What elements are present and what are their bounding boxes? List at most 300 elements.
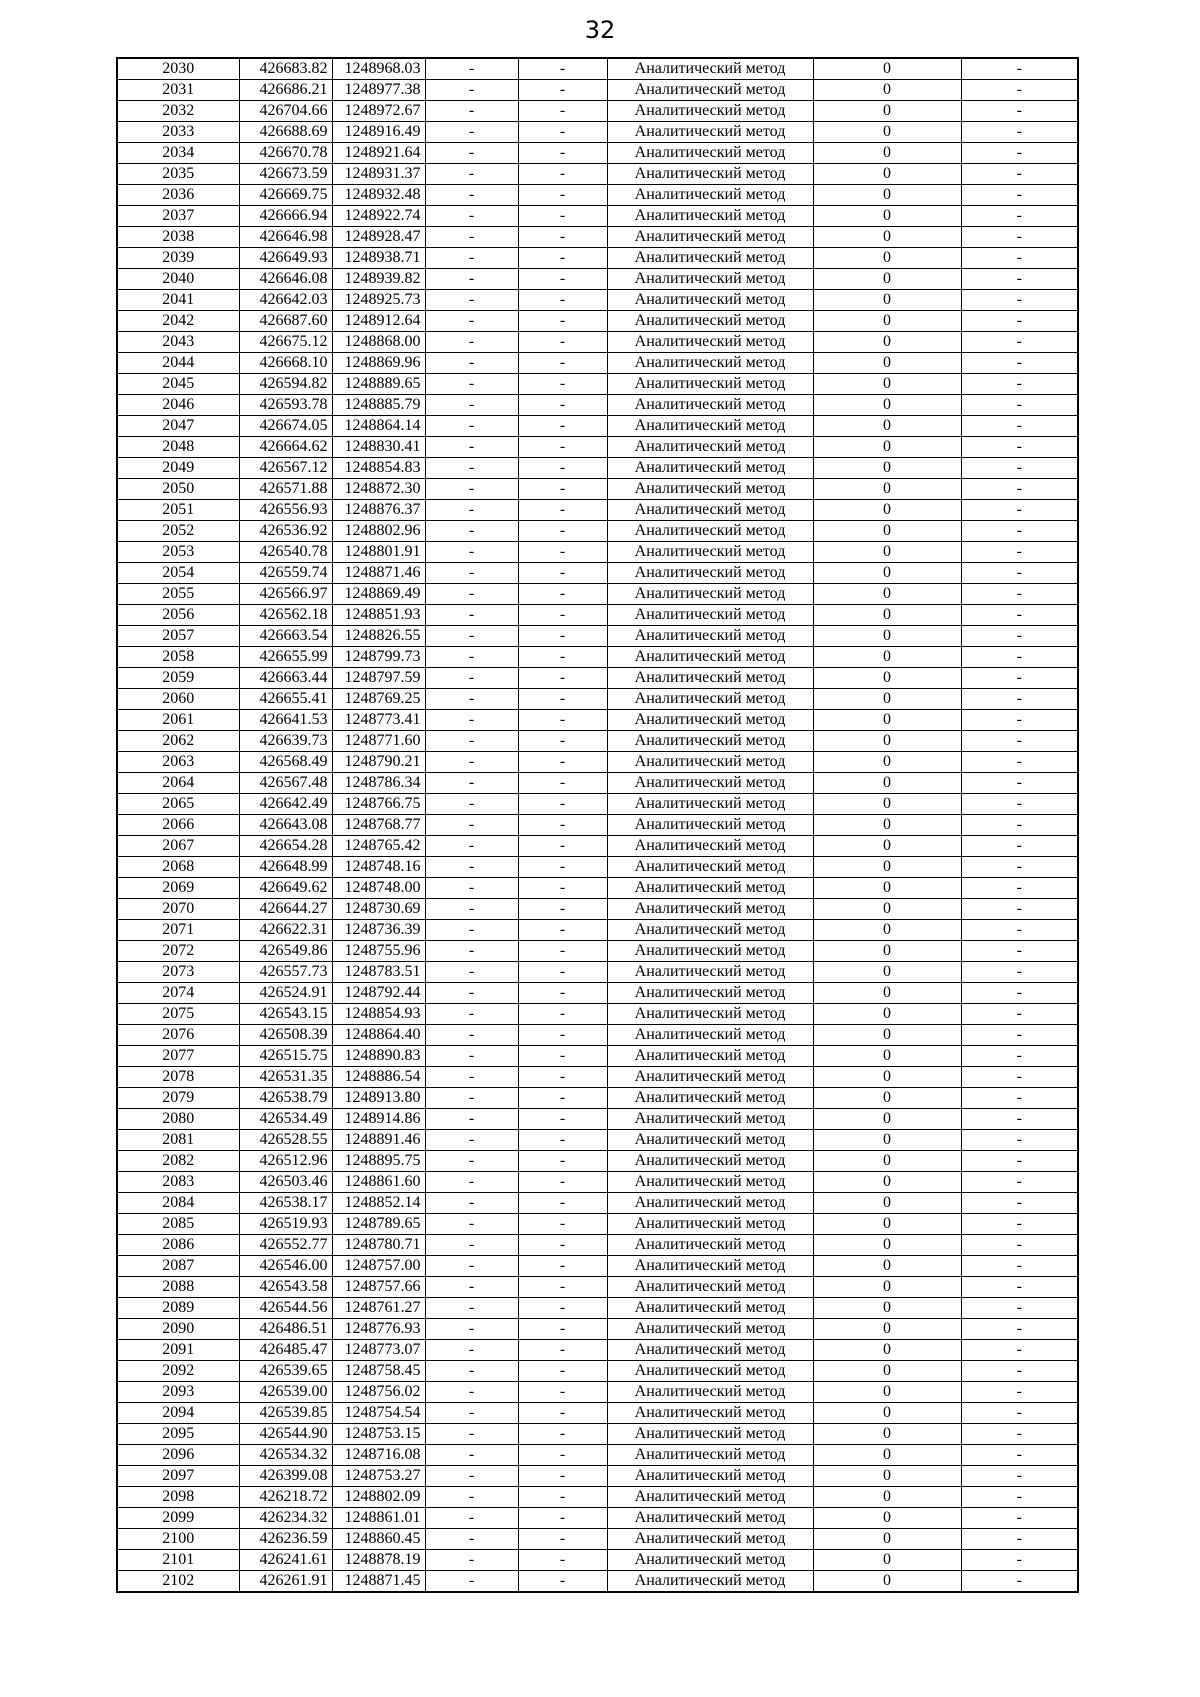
method-cell: Аналитический метод xyxy=(607,1529,813,1550)
accuracy-cell: 0 xyxy=(813,101,961,122)
page-number: 32 xyxy=(584,16,616,44)
point-number-cell: 2060 xyxy=(117,689,239,710)
accuracy-cell: 0 xyxy=(813,164,961,185)
point-number-cell: 2057 xyxy=(117,626,239,647)
table-row xyxy=(117,1214,1078,1235)
y-coordinate-cell: 1248786.34 xyxy=(332,773,425,794)
x-coordinate-cell: 426485.47 xyxy=(239,1340,332,1361)
dash-cell: - xyxy=(425,101,518,122)
dash-cell: - xyxy=(518,1382,607,1403)
x-coordinate-cell: 426562.18 xyxy=(239,605,332,626)
y-coordinate-cell: 1248861.01 xyxy=(332,1508,425,1529)
dash-cell: - xyxy=(518,1256,607,1277)
dash-cell: - xyxy=(961,668,1078,689)
dash-cell: - xyxy=(425,1319,518,1340)
accuracy-cell: 0 xyxy=(813,248,961,269)
point-number-cell: 2055 xyxy=(117,584,239,605)
dash-cell: - xyxy=(425,962,518,983)
y-coordinate-cell: 1248765.42 xyxy=(332,836,425,857)
dash-cell: - xyxy=(518,1340,607,1361)
dash-cell: - xyxy=(961,584,1078,605)
x-coordinate-cell: 426648.99 xyxy=(239,857,332,878)
dash-cell: - xyxy=(961,332,1078,353)
dash-cell: - xyxy=(518,668,607,689)
point-number-cell: 2033 xyxy=(117,122,239,143)
dash-cell: - xyxy=(961,479,1078,500)
accuracy-cell: 0 xyxy=(813,1214,961,1235)
dash-cell: - xyxy=(425,185,518,206)
accuracy-cell: 0 xyxy=(813,1550,961,1571)
dash-cell: - xyxy=(425,1340,518,1361)
dash-cell: - xyxy=(518,1445,607,1466)
point-number-cell: 2031 xyxy=(117,80,239,101)
x-coordinate-cell: 426234.32 xyxy=(239,1508,332,1529)
method-cell: Аналитический метод xyxy=(607,500,813,521)
method-cell: Аналитический метод xyxy=(607,899,813,920)
accuracy-cell: 0 xyxy=(813,605,961,626)
dash-cell: - xyxy=(961,1046,1078,1067)
accuracy-cell: 0 xyxy=(813,1046,961,1067)
table-row xyxy=(117,773,1078,794)
dash-cell: - xyxy=(518,857,607,878)
dash-cell: - xyxy=(961,1361,1078,1382)
table-row xyxy=(117,185,1078,206)
method-cell: Аналитический метод xyxy=(607,416,813,437)
point-number-cell: 2093 xyxy=(117,1382,239,1403)
table-row xyxy=(117,605,1078,626)
table-row xyxy=(117,899,1078,920)
accuracy-cell: 0 xyxy=(813,941,961,962)
table-row xyxy=(117,752,1078,773)
table-row xyxy=(117,836,1078,857)
dash-cell: - xyxy=(518,1025,607,1046)
dash-cell: - xyxy=(518,1151,607,1172)
x-coordinate-cell: 426644.27 xyxy=(239,899,332,920)
y-coordinate-cell: 1248872.30 xyxy=(332,479,425,500)
method-cell: Аналитический метод xyxy=(607,1277,813,1298)
point-number-cell: 2084 xyxy=(117,1193,239,1214)
x-coordinate-cell: 426539.85 xyxy=(239,1403,332,1424)
dash-cell: - xyxy=(425,1424,518,1445)
accuracy-cell: 0 xyxy=(813,437,961,458)
y-coordinate-cell: 1248761.27 xyxy=(332,1298,425,1319)
accuracy-cell: 0 xyxy=(813,857,961,878)
accuracy-cell: 0 xyxy=(813,1508,961,1529)
y-coordinate-cell: 1248912.64 xyxy=(332,311,425,332)
point-number-cell: 2038 xyxy=(117,227,239,248)
table-row xyxy=(117,1571,1078,1593)
x-coordinate-cell: 426536.92 xyxy=(239,521,332,542)
point-number-cell: 2095 xyxy=(117,1424,239,1445)
dash-cell: - xyxy=(518,332,607,353)
x-coordinate-cell: 426688.69 xyxy=(239,122,332,143)
dash-cell: - xyxy=(961,1235,1078,1256)
method-cell: Аналитический метод xyxy=(607,227,813,248)
table-row xyxy=(117,353,1078,374)
method-cell: Аналитический метод xyxy=(607,521,813,542)
table-row xyxy=(117,122,1078,143)
table-row xyxy=(117,1340,1078,1361)
accuracy-cell: 0 xyxy=(813,143,961,164)
dash-cell: - xyxy=(425,437,518,458)
dash-cell: - xyxy=(518,1109,607,1130)
accuracy-cell: 0 xyxy=(813,500,961,521)
dash-cell: - xyxy=(425,878,518,899)
point-number-cell: 2074 xyxy=(117,983,239,1004)
y-coordinate-cell: 1248972.67 xyxy=(332,101,425,122)
x-coordinate-cell: 426538.17 xyxy=(239,1193,332,1214)
point-number-cell: 2036 xyxy=(117,185,239,206)
dash-cell: - xyxy=(961,710,1078,731)
dash-cell: - xyxy=(518,248,607,269)
table-row xyxy=(117,1172,1078,1193)
point-number-cell: 2063 xyxy=(117,752,239,773)
dash-cell: - xyxy=(425,353,518,374)
dash-cell: - xyxy=(961,983,1078,1004)
y-coordinate-cell: 1248801.91 xyxy=(332,542,425,563)
method-cell: Аналитический метод xyxy=(607,752,813,773)
dash-cell: - xyxy=(425,1382,518,1403)
dash-cell: - xyxy=(518,794,607,815)
x-coordinate-cell: 426663.54 xyxy=(239,626,332,647)
method-cell: Аналитический метод xyxy=(607,458,813,479)
accuracy-cell: 0 xyxy=(813,1424,961,1445)
method-cell: Аналитический метод xyxy=(607,248,813,269)
accuracy-cell: 0 xyxy=(813,920,961,941)
dash-cell: - xyxy=(518,58,607,80)
dash-cell: - xyxy=(518,1193,607,1214)
dash-cell: - xyxy=(961,647,1078,668)
x-coordinate-cell: 426641.53 xyxy=(239,710,332,731)
table-row xyxy=(117,269,1078,290)
dash-cell: - xyxy=(518,1487,607,1508)
y-coordinate-cell: 1248886.54 xyxy=(332,1067,425,1088)
method-cell: Аналитический метод xyxy=(607,836,813,857)
y-coordinate-cell: 1248891.46 xyxy=(332,1130,425,1151)
dash-cell: - xyxy=(518,269,607,290)
y-coordinate-cell: 1248754.54 xyxy=(332,1403,425,1424)
y-coordinate-cell: 1248854.93 xyxy=(332,1004,425,1025)
accuracy-cell: 0 xyxy=(813,311,961,332)
dash-cell: - xyxy=(961,1298,1078,1319)
dash-cell: - xyxy=(425,1088,518,1109)
point-number-cell: 2061 xyxy=(117,710,239,731)
method-cell: Аналитический метод xyxy=(607,1487,813,1508)
method-cell: Аналитический метод xyxy=(607,1172,813,1193)
x-coordinate-cell: 426544.90 xyxy=(239,1424,332,1445)
y-coordinate-cell: 1248802.09 xyxy=(332,1487,425,1508)
dash-cell: - xyxy=(961,1487,1078,1508)
dash-cell: - xyxy=(425,773,518,794)
y-coordinate-cell: 1248939.82 xyxy=(332,269,425,290)
dash-cell: - xyxy=(518,710,607,731)
dash-cell: - xyxy=(518,1214,607,1235)
dash-cell: - xyxy=(518,416,607,437)
dash-cell: - xyxy=(961,1088,1078,1109)
point-number-cell: 2070 xyxy=(117,899,239,920)
x-coordinate-cell: 426508.39 xyxy=(239,1025,332,1046)
point-number-cell: 2050 xyxy=(117,479,239,500)
dash-cell: - xyxy=(518,227,607,248)
method-cell: Аналитический метод xyxy=(607,332,813,353)
dash-cell: - xyxy=(425,143,518,164)
dash-cell: - xyxy=(518,983,607,1004)
table-row xyxy=(117,689,1078,710)
x-coordinate-cell: 426544.56 xyxy=(239,1298,332,1319)
dash-cell: - xyxy=(518,878,607,899)
x-coordinate-cell: 426503.46 xyxy=(239,1172,332,1193)
dash-cell: - xyxy=(961,269,1078,290)
dash-cell: - xyxy=(518,1403,607,1424)
point-number-cell: 2048 xyxy=(117,437,239,458)
dash-cell: - xyxy=(425,1025,518,1046)
x-coordinate-cell: 426534.49 xyxy=(239,1109,332,1130)
table-row xyxy=(117,1382,1078,1403)
table-row xyxy=(117,1256,1078,1277)
x-coordinate-cell: 426654.28 xyxy=(239,836,332,857)
table-row xyxy=(117,1004,1078,1025)
accuracy-cell: 0 xyxy=(813,395,961,416)
accuracy-cell: 0 xyxy=(813,752,961,773)
dash-cell: - xyxy=(961,437,1078,458)
method-cell: Аналитический метод xyxy=(607,1214,813,1235)
accuracy-cell: 0 xyxy=(813,1193,961,1214)
point-number-cell: 2076 xyxy=(117,1025,239,1046)
dash-cell: - xyxy=(425,815,518,836)
dash-cell: - xyxy=(425,1193,518,1214)
table-row xyxy=(117,542,1078,563)
dash-cell: - xyxy=(961,1424,1078,1445)
method-cell: Аналитический метод xyxy=(607,920,813,941)
dash-cell: - xyxy=(425,1067,518,1088)
dash-cell: - xyxy=(425,122,518,143)
dash-cell: - xyxy=(425,563,518,584)
y-coordinate-cell: 1248932.48 xyxy=(332,185,425,206)
table-row xyxy=(117,521,1078,542)
dash-cell: - xyxy=(518,815,607,836)
dash-cell: - xyxy=(961,80,1078,101)
point-number-cell: 2040 xyxy=(117,269,239,290)
table-row xyxy=(117,479,1078,500)
accuracy-cell: 0 xyxy=(813,374,961,395)
dash-cell: - xyxy=(425,647,518,668)
y-coordinate-cell: 1248931.37 xyxy=(332,164,425,185)
method-cell: Аналитический метод xyxy=(607,1067,813,1088)
dash-cell: - xyxy=(518,1466,607,1487)
table-row xyxy=(117,164,1078,185)
x-coordinate-cell: 426486.51 xyxy=(239,1319,332,1340)
point-number-cell: 2052 xyxy=(117,521,239,542)
dash-cell: - xyxy=(961,206,1078,227)
x-coordinate-cell: 426642.03 xyxy=(239,290,332,311)
method-cell: Аналитический метод xyxy=(607,80,813,101)
dash-cell: - xyxy=(961,1550,1078,1571)
dash-cell: - xyxy=(961,1193,1078,1214)
x-coordinate-cell: 426546.00 xyxy=(239,1256,332,1277)
dash-cell: - xyxy=(518,1571,607,1593)
dash-cell: - xyxy=(961,752,1078,773)
dash-cell: - xyxy=(425,794,518,815)
dash-cell: - xyxy=(425,605,518,626)
y-coordinate-cell: 1248868.00 xyxy=(332,332,425,353)
method-cell: Аналитический метод xyxy=(607,1256,813,1277)
dash-cell: - xyxy=(961,689,1078,710)
accuracy-cell: 0 xyxy=(813,878,961,899)
y-coordinate-cell: 1248783.51 xyxy=(332,962,425,983)
dash-cell: - xyxy=(425,1130,518,1151)
accuracy-cell: 0 xyxy=(813,1298,961,1319)
x-coordinate-cell: 426622.31 xyxy=(239,920,332,941)
x-coordinate-cell: 426655.99 xyxy=(239,647,332,668)
dash-cell: - xyxy=(425,857,518,878)
y-coordinate-cell: 1248780.71 xyxy=(332,1235,425,1256)
accuracy-cell: 0 xyxy=(813,185,961,206)
point-number-cell: 2100 xyxy=(117,1529,239,1550)
point-number-cell: 2082 xyxy=(117,1151,239,1172)
dash-cell: - xyxy=(425,584,518,605)
y-coordinate-cell: 1248790.21 xyxy=(332,752,425,773)
x-coordinate-cell: 426673.59 xyxy=(239,164,332,185)
dash-cell: - xyxy=(518,1424,607,1445)
point-number-cell: 2077 xyxy=(117,1046,239,1067)
point-number-cell: 2089 xyxy=(117,1298,239,1319)
point-number-cell: 2051 xyxy=(117,500,239,521)
method-cell: Аналитический метод xyxy=(607,1571,813,1593)
accuracy-cell: 0 xyxy=(813,1529,961,1550)
accuracy-cell: 0 xyxy=(813,1361,961,1382)
dash-cell: - xyxy=(425,1235,518,1256)
dash-cell: - xyxy=(425,899,518,920)
point-number-cell: 2069 xyxy=(117,878,239,899)
x-coordinate-cell: 426593.78 xyxy=(239,395,332,416)
dash-cell: - xyxy=(425,1256,518,1277)
table-row xyxy=(117,1067,1078,1088)
dash-cell: - xyxy=(425,836,518,857)
dash-cell: - xyxy=(961,878,1078,899)
dash-cell: - xyxy=(425,290,518,311)
dash-cell: - xyxy=(961,857,1078,878)
point-number-cell: 2083 xyxy=(117,1172,239,1193)
dash-cell: - xyxy=(961,164,1078,185)
table-row xyxy=(117,731,1078,752)
accuracy-cell: 0 xyxy=(813,689,961,710)
method-cell: Аналитический метод xyxy=(607,815,813,836)
dash-cell: - xyxy=(961,1403,1078,1424)
dash-cell: - xyxy=(425,1298,518,1319)
accuracy-cell: 0 xyxy=(813,563,961,584)
x-coordinate-cell: 426571.88 xyxy=(239,479,332,500)
point-number-cell: 2030 xyxy=(117,58,239,80)
method-cell: Аналитический метод xyxy=(607,143,813,164)
table-row xyxy=(117,647,1078,668)
dash-cell: - xyxy=(961,395,1078,416)
dash-cell: - xyxy=(425,1550,518,1571)
dash-cell: - xyxy=(961,542,1078,563)
dash-cell: - xyxy=(518,605,607,626)
x-coordinate-cell: 426261.91 xyxy=(239,1571,332,1593)
table-row xyxy=(117,58,1078,80)
dash-cell: - xyxy=(961,794,1078,815)
dash-cell: - xyxy=(518,80,607,101)
x-coordinate-cell: 426669.75 xyxy=(239,185,332,206)
point-number-cell: 2039 xyxy=(117,248,239,269)
accuracy-cell: 0 xyxy=(813,773,961,794)
accuracy-cell: 0 xyxy=(813,353,961,374)
dash-cell: - xyxy=(961,1256,1078,1277)
table-row xyxy=(117,395,1078,416)
dash-cell: - xyxy=(425,479,518,500)
dash-cell: - xyxy=(425,1403,518,1424)
dash-cell: - xyxy=(961,563,1078,584)
x-coordinate-cell: 426670.78 xyxy=(239,143,332,164)
dash-cell: - xyxy=(425,80,518,101)
method-cell: Аналитический метод xyxy=(607,185,813,206)
dash-cell: - xyxy=(961,500,1078,521)
method-cell: Аналитический метод xyxy=(607,479,813,500)
dash-cell: - xyxy=(518,1508,607,1529)
y-coordinate-cell: 1248776.93 xyxy=(332,1319,425,1340)
y-coordinate-cell: 1248716.08 xyxy=(332,1445,425,1466)
x-coordinate-cell: 426549.86 xyxy=(239,941,332,962)
method-cell: Аналитический метод xyxy=(607,1109,813,1130)
method-cell: Аналитический метод xyxy=(607,1508,813,1529)
dash-cell: - xyxy=(518,374,607,395)
point-number-cell: 2081 xyxy=(117,1130,239,1151)
x-coordinate-cell: 426539.65 xyxy=(239,1361,332,1382)
table-row xyxy=(117,1130,1078,1151)
point-number-cell: 2096 xyxy=(117,1445,239,1466)
y-coordinate-cell: 1248938.71 xyxy=(332,248,425,269)
x-coordinate-cell: 426566.97 xyxy=(239,584,332,605)
dash-cell: - xyxy=(425,1109,518,1130)
x-coordinate-cell: 426540.78 xyxy=(239,542,332,563)
point-number-cell: 2065 xyxy=(117,794,239,815)
method-cell: Аналитический метод xyxy=(607,101,813,122)
method-cell: Аналитический метод xyxy=(607,1340,813,1361)
method-cell: Аналитический метод xyxy=(607,962,813,983)
dash-cell: - xyxy=(425,1151,518,1172)
method-cell: Аналитический метод xyxy=(607,794,813,815)
dash-cell: - xyxy=(961,1340,1078,1361)
point-number-cell: 2098 xyxy=(117,1487,239,1508)
accuracy-cell: 0 xyxy=(813,1088,961,1109)
method-cell: Аналитический метод xyxy=(607,1424,813,1445)
table-row xyxy=(117,1445,1078,1466)
point-number-cell: 2092 xyxy=(117,1361,239,1382)
accuracy-cell: 0 xyxy=(813,1382,961,1403)
dash-cell: - xyxy=(961,353,1078,374)
y-coordinate-cell: 1248876.37 xyxy=(332,500,425,521)
table-row xyxy=(117,920,1078,941)
dash-cell: - xyxy=(518,920,607,941)
accuracy-cell: 0 xyxy=(813,332,961,353)
point-number-cell: 2032 xyxy=(117,101,239,122)
table-row xyxy=(117,1361,1078,1382)
dash-cell: - xyxy=(425,1172,518,1193)
method-cell: Аналитический метод xyxy=(607,437,813,458)
dash-cell: - xyxy=(425,710,518,731)
dash-cell: - xyxy=(518,1319,607,1340)
dash-cell: - xyxy=(425,1214,518,1235)
point-number-cell: 2086 xyxy=(117,1235,239,1256)
x-coordinate-cell: 426668.10 xyxy=(239,353,332,374)
dash-cell: - xyxy=(518,101,607,122)
table-row xyxy=(117,626,1078,647)
accuracy-cell: 0 xyxy=(813,1403,961,1424)
method-cell: Аналитический метод xyxy=(607,1403,813,1424)
dash-cell: - xyxy=(425,542,518,563)
method-cell: Аналитический метод xyxy=(607,584,813,605)
